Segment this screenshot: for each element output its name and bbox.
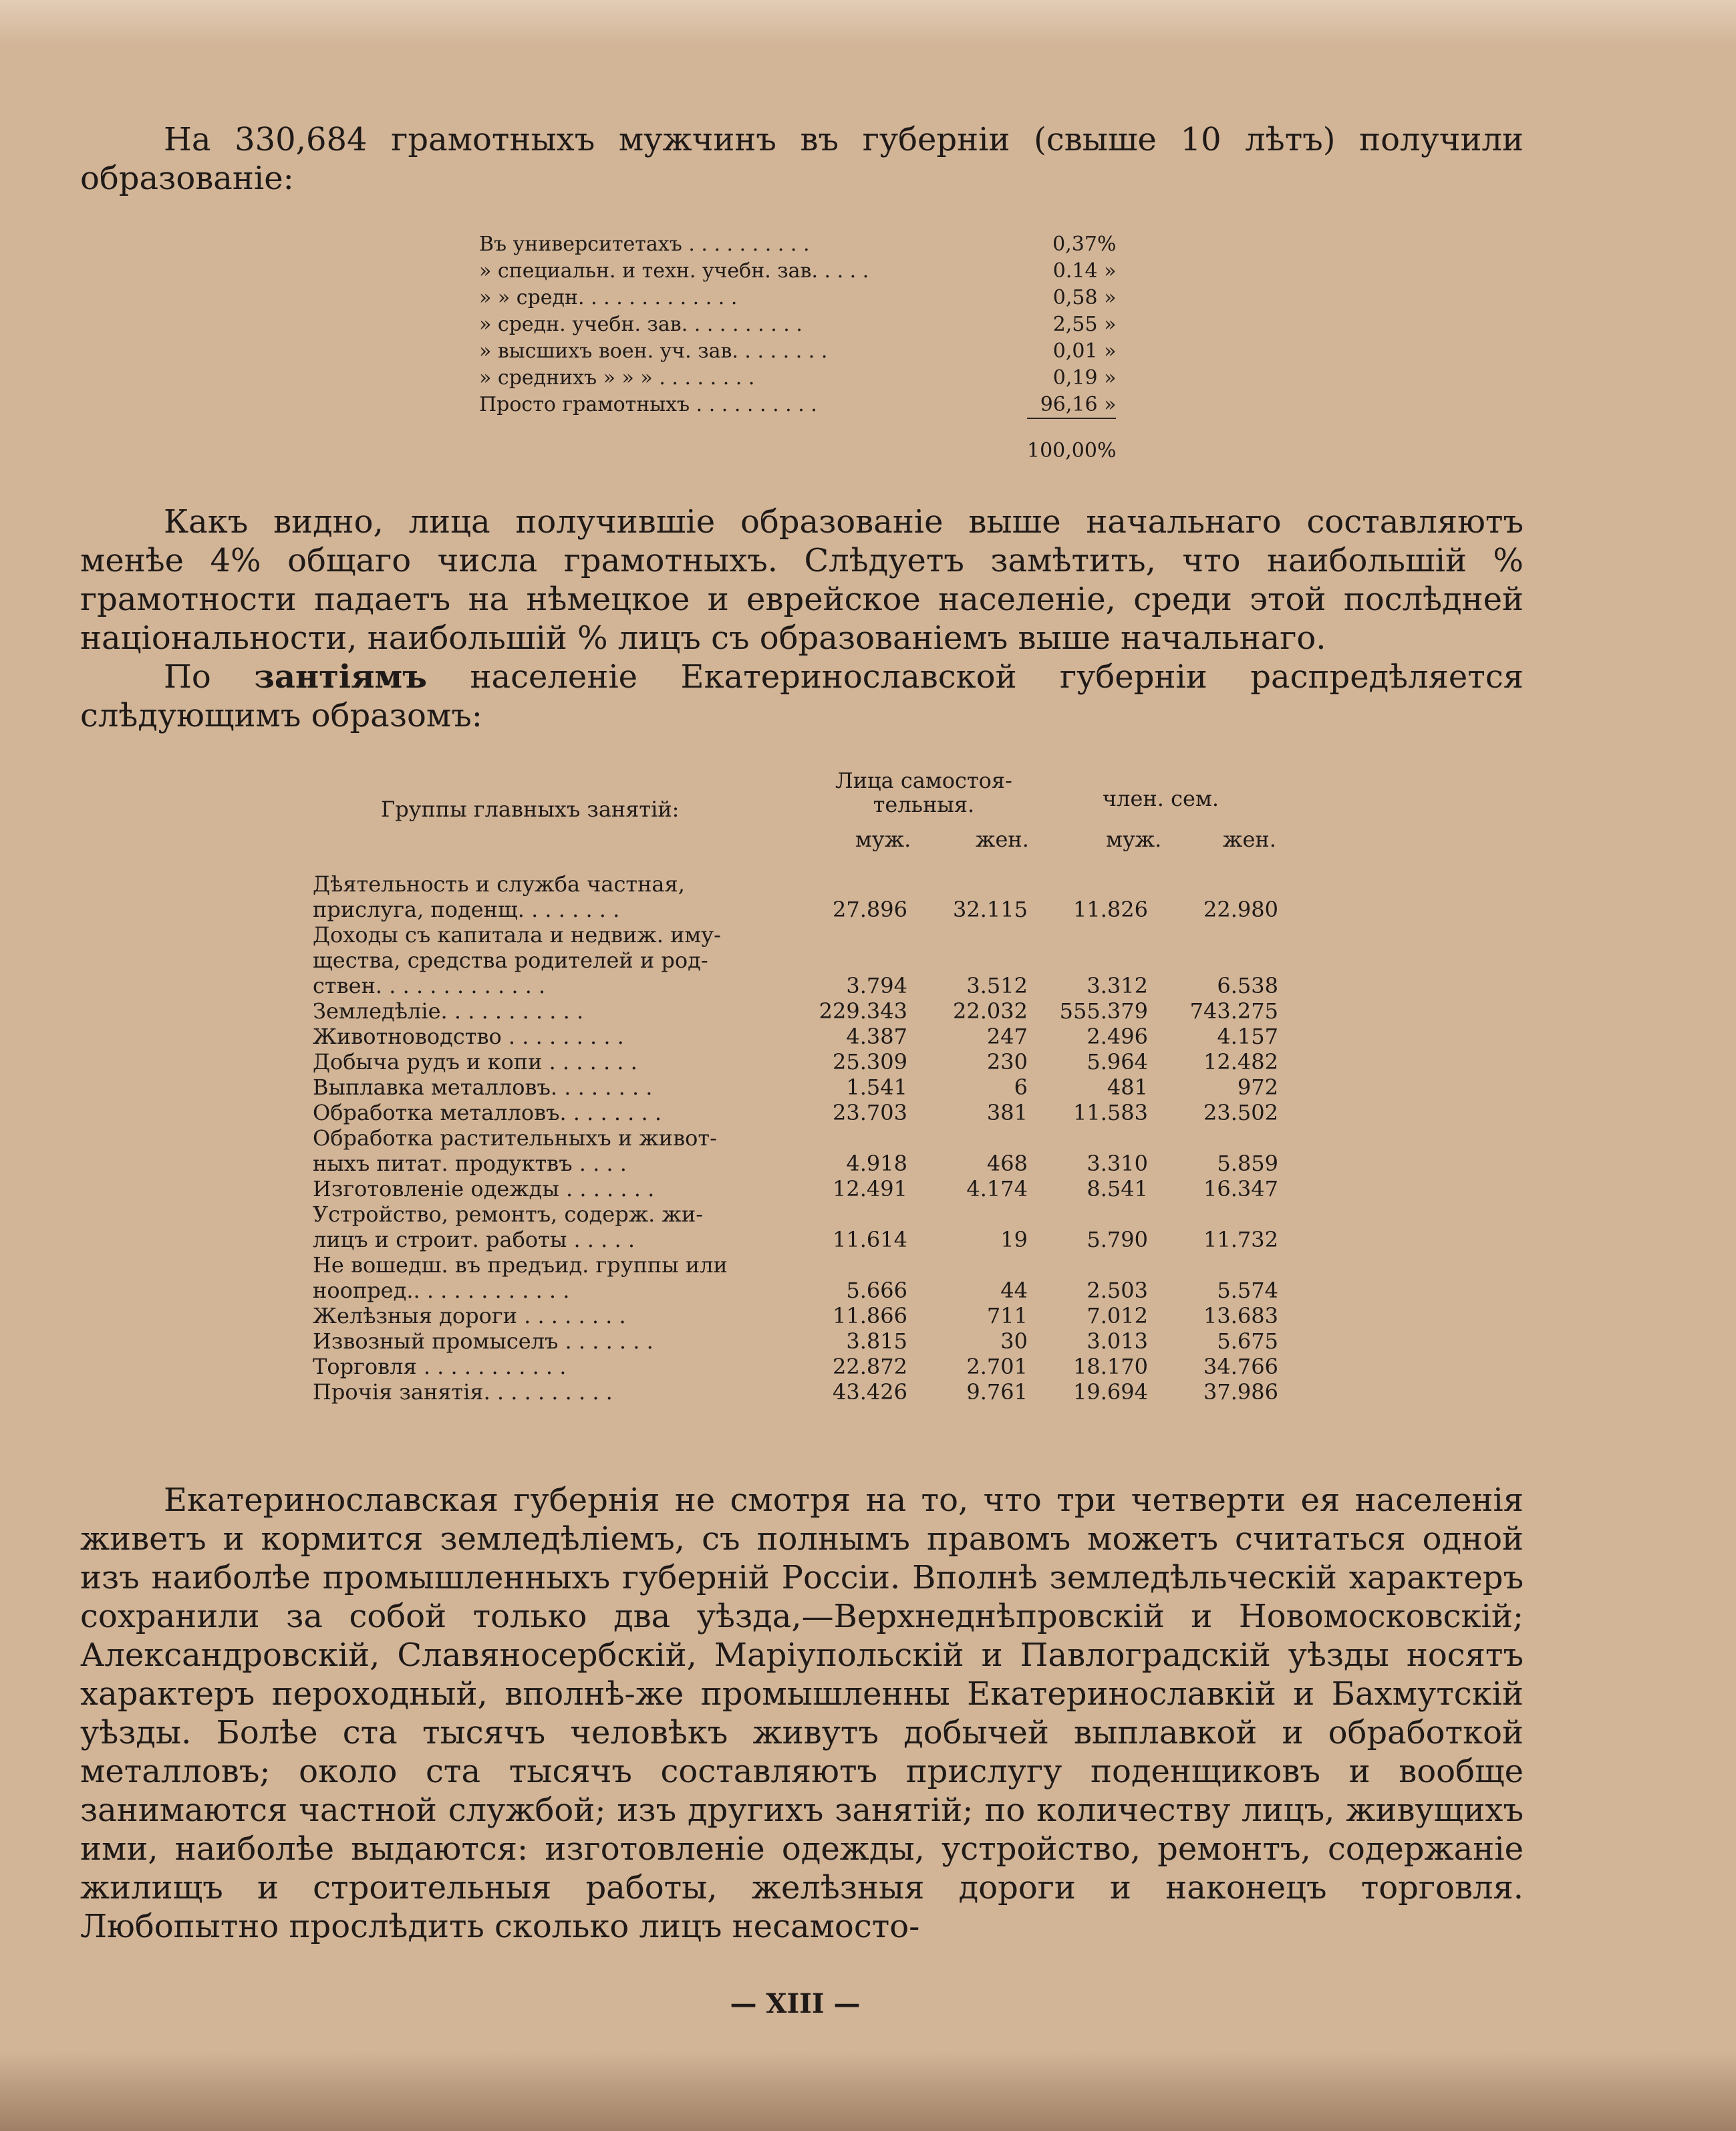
occupation-value: 972 xyxy=(1237,1075,1278,1100)
occupation-value: 7.012 xyxy=(1087,1303,1148,1328)
occupation-value: 22.032 xyxy=(953,998,1028,1024)
occupation-value: 8.541 xyxy=(1087,1176,1148,1201)
occupation-label: Желѣзныя дороги . . . . . . . . xyxy=(313,1303,626,1328)
occupation-value: 381 xyxy=(986,1100,1028,1125)
occupation-value: 4.918 xyxy=(846,1151,907,1176)
occupation-value: 5.675 xyxy=(1217,1328,1278,1354)
occupation-label: Добыча рудъ и копи . . . . . . . xyxy=(313,1049,637,1075)
occupation-value: 27.896 xyxy=(833,897,907,922)
occupation-label: Не вошедш. въ предъид. группы или ноопред.. . . . . . . . . . . . xyxy=(313,1252,728,1303)
occupation-value: 4.387 xyxy=(846,1024,907,1049)
occupation-value: 6 xyxy=(1014,1075,1028,1100)
occupation-row xyxy=(313,1024,1278,1049)
occupation-value: 3.310 xyxy=(1087,1151,1148,1176)
occupation-value: 12.482 xyxy=(1203,1049,1278,1075)
occupation-table xyxy=(313,871,1278,1405)
education-row xyxy=(479,364,1116,391)
occupation-value: 11.583 xyxy=(1073,1100,1148,1125)
education-value: 96,16 » xyxy=(1040,392,1117,416)
literacy-text: Какъ видно, лица получившіе образованіе выше начальнаго составляютъ менѣе 4% общаго числа грамотныхъ. Слѣдуетъ замѣтить, что наибольшій % грамотности падаетъ на нѣмецкое и еврейское населеніе, среди этой послѣдней національности, наибольшій % лицъ съ образованіемъ выше начальнаго. xyxy=(80,503,1524,657)
education-label: Въ университетахъ . . . . . . . . . . xyxy=(479,232,810,256)
education-value: 0,19 » xyxy=(1052,366,1117,390)
education-value: 2,55 » xyxy=(1052,312,1117,336)
occupation-row xyxy=(313,998,1278,1024)
education-value: 0.14 » xyxy=(1052,259,1117,283)
occupation-label: Извозный промыселъ . . . . . . . xyxy=(313,1328,654,1354)
occupation-row xyxy=(313,1075,1278,1100)
occupation-value: 11.826 xyxy=(1073,897,1148,922)
occupation-label: Дѣятельность и служба частная, прислуга, поденщ. . . . . . . . xyxy=(313,871,685,922)
education-row xyxy=(479,311,1116,337)
occupation-value: 11.732 xyxy=(1203,1227,1278,1252)
occupation-value: 5.964 xyxy=(1087,1049,1148,1075)
conclusion-text: Екатеринославская губернія не смотря на то, что три четверти ея населенія живетъ и кормится земледѣліемъ, съ полнымъ правомъ можетъ считаться одной изъ наиболѣе промышленныхъ губерній Россіи. Вполнѣ земледѣльческій характеръ сохранили за собой только два уѣзда,—Верхнеднѣпровскій и Новомосковскій; Александровскій, Славяносербскій, Маріупольскій и Павлоградскій уѣзды носятъ характеръ пероходный, вполнѣ-же промышленны Екатеринославкій и Бахмутскій уѣзды. Болѣе ста тысячъ человѣкъ живутъ добычей выплавкой и обработкой металловъ; около ста тысячъ составляютъ прислугу поденщиковъ и вообще занимаются частной службой; изъ другихъ занятій; по количеству лицъ, живущихъ ими, наиболѣе выдаются: изготовленіе одежды, устройство, ремонтъ, содержаніе жилищъ и строительныя работы, желѣзныя дороги и наконецъ торговля. Любопытно прослѣдить сколько лицъ несамосто- xyxy=(80,1481,1524,1945)
occupation-row xyxy=(313,1176,1278,1201)
occupation-value: 11.866 xyxy=(833,1303,907,1328)
education-value: 0,37% xyxy=(1052,232,1117,256)
education-label: » средн. учебн. зав. . . . . . . . . . xyxy=(479,312,803,336)
occupation-value: 555.379 xyxy=(1059,998,1148,1024)
occupation-value: 30 xyxy=(1000,1328,1028,1354)
education-total: 100,00% xyxy=(1027,418,1116,470)
literacy-paragraph xyxy=(80,503,1524,735)
occupation-label: Доходы съ капитала и недвиж. иму- щества, средства родителей и род- ствен. . . . . . . . . . . . . xyxy=(313,922,721,998)
family-female-header: жен. xyxy=(1223,827,1276,852)
occupation-intro-start: По xyxy=(164,658,211,696)
self-employed-header: Лица самостоя- тельныя. xyxy=(835,768,1012,817)
occupation-table-header xyxy=(301,768,1303,855)
family-male-header: муж. xyxy=(1106,827,1162,852)
occupation-row xyxy=(313,1379,1278,1405)
occupation-value: 2.503 xyxy=(1087,1278,1148,1303)
occupation-value: 3.312 xyxy=(1087,973,1148,998)
education-total-row xyxy=(479,418,1116,470)
occupation-value: 481 xyxy=(1107,1075,1148,1100)
intro-paragraph xyxy=(80,120,1524,198)
occupation-row xyxy=(313,871,1278,922)
occupation-value: 3.794 xyxy=(846,973,907,998)
occupation-value: 5.666 xyxy=(846,1278,907,1303)
occupation-row xyxy=(313,1252,1278,1303)
occupation-value: 2.701 xyxy=(966,1354,1028,1379)
occupation-intro-end: населеніе Екатеринославской губерніи распредѣляется слѣдующимъ образомъ: xyxy=(80,658,1524,734)
education-value: 0,01 » xyxy=(1052,339,1117,363)
occupation-value: 19 xyxy=(1000,1227,1028,1252)
occupation-label: Земледѣліе. . . . . . . . . . . xyxy=(313,998,584,1024)
occupation-value: 468 xyxy=(986,1151,1028,1176)
occupation-value: 5.574 xyxy=(1217,1278,1278,1303)
occupation-label: Обработка металловъ. . . . . . . . xyxy=(313,1100,662,1125)
education-row xyxy=(479,391,1116,418)
education-label: » высшихъ воен. уч. зав. . . . . . . . xyxy=(479,339,828,363)
education-label: » » средн. . . . . . . . . . . . . xyxy=(479,285,738,309)
occupation-value: 4.174 xyxy=(966,1176,1028,1201)
occupation-value: 34.766 xyxy=(1203,1354,1278,1379)
occupation-value: 229.343 xyxy=(819,998,907,1024)
occupation-intro-bold: зантіямъ xyxy=(254,658,428,696)
self-female-header: жен. xyxy=(976,827,1029,852)
occupation-value: 4.157 xyxy=(1217,1024,1278,1049)
occupation-row xyxy=(313,1201,1278,1252)
self-male-header: муж. xyxy=(855,827,911,852)
occupation-value: 5.790 xyxy=(1087,1227,1148,1252)
occupation-value: 6.538 xyxy=(1217,973,1278,998)
occupation-row xyxy=(313,1100,1278,1125)
occupation-value: 23.703 xyxy=(833,1100,907,1125)
education-table xyxy=(479,231,1116,470)
education-row xyxy=(479,337,1116,364)
occupation-value: 1.541 xyxy=(846,1075,907,1100)
occupation-label: Выплавка металловъ. . . . . . . . xyxy=(313,1075,653,1100)
occupation-value: 13.683 xyxy=(1203,1303,1278,1328)
occupation-value: 37.986 xyxy=(1203,1379,1278,1405)
occupation-value: 9.761 xyxy=(966,1379,1028,1405)
occupation-value: 19.694 xyxy=(1073,1379,1148,1405)
occupation-value: 230 xyxy=(986,1049,1028,1075)
occupation-row xyxy=(313,1354,1278,1379)
occupation-row xyxy=(313,1328,1278,1354)
occupation-row xyxy=(313,1125,1278,1176)
group-header: Группы главныхъ занятій: xyxy=(381,797,680,822)
occupation-value: 3.013 xyxy=(1087,1328,1148,1354)
occupation-label: Устройство, ремонтъ, содерж. жи- лицъ и строит. работы . . . . . xyxy=(313,1201,704,1252)
occupation-value: 3.815 xyxy=(846,1328,907,1354)
education-row xyxy=(479,231,1116,257)
occupation-row xyxy=(313,922,1278,998)
occupation-value: 711 xyxy=(986,1303,1028,1328)
intro-text: На 330,684 грамотныхъ мужчинъ въ губерніи (свыше 10 лѣтъ) получили образованіе: xyxy=(80,121,1524,197)
occupation-value: 22.872 xyxy=(833,1354,907,1379)
occupation-value: 23.502 xyxy=(1203,1100,1278,1125)
conclusion-paragraph xyxy=(80,1481,1524,1946)
education-label: » среднихъ » » » . . . . . . . . xyxy=(479,366,755,390)
occupation-row xyxy=(313,1303,1278,1328)
family-members-header: член. сем. xyxy=(1103,786,1219,811)
occupation-value: 743.275 xyxy=(1189,998,1278,1024)
occupation-value: 247 xyxy=(986,1024,1028,1049)
occupation-value: 25.309 xyxy=(833,1049,907,1075)
occupation-value: 44 xyxy=(1000,1278,1028,1303)
occupation-label: Животноводство . . . . . . . . . xyxy=(313,1024,624,1049)
occupation-value: 12.491 xyxy=(833,1176,907,1201)
occupation-value: 32.115 xyxy=(953,897,1028,922)
page-number: — XIII — xyxy=(730,1988,861,2019)
education-row xyxy=(479,284,1116,311)
occupation-value: 5.859 xyxy=(1217,1151,1278,1176)
occupation-value: 22.980 xyxy=(1203,897,1278,922)
occupation-value: 43.426 xyxy=(833,1379,907,1405)
occupation-label: Изготовленіе одежды . . . . . . . xyxy=(313,1176,655,1201)
education-label: » специальн. и техн. учебн. зав. . . . . xyxy=(479,259,869,283)
education-row xyxy=(479,257,1116,284)
occupation-label: Торговля . . . . . . . . . . . xyxy=(313,1354,567,1379)
occupation-label: Прочія занятія. . . . . . . . . . xyxy=(313,1379,613,1405)
occupation-value: 2.496 xyxy=(1087,1024,1148,1049)
occupation-value: 3.512 xyxy=(966,973,1028,998)
occupation-label: Обработка растительныхъ и живот- ныхъ питат. продуктвъ . . . . xyxy=(313,1125,717,1176)
occupation-row xyxy=(313,1049,1278,1075)
occupation-value: 16.347 xyxy=(1203,1176,1278,1201)
occupation-value: 18.170 xyxy=(1073,1354,1148,1379)
education-label: Просто грамотныхъ . . . . . . . . . . xyxy=(479,393,817,416)
education-value: 0,58 » xyxy=(1052,285,1117,309)
occupation-value: 11.614 xyxy=(833,1227,907,1252)
